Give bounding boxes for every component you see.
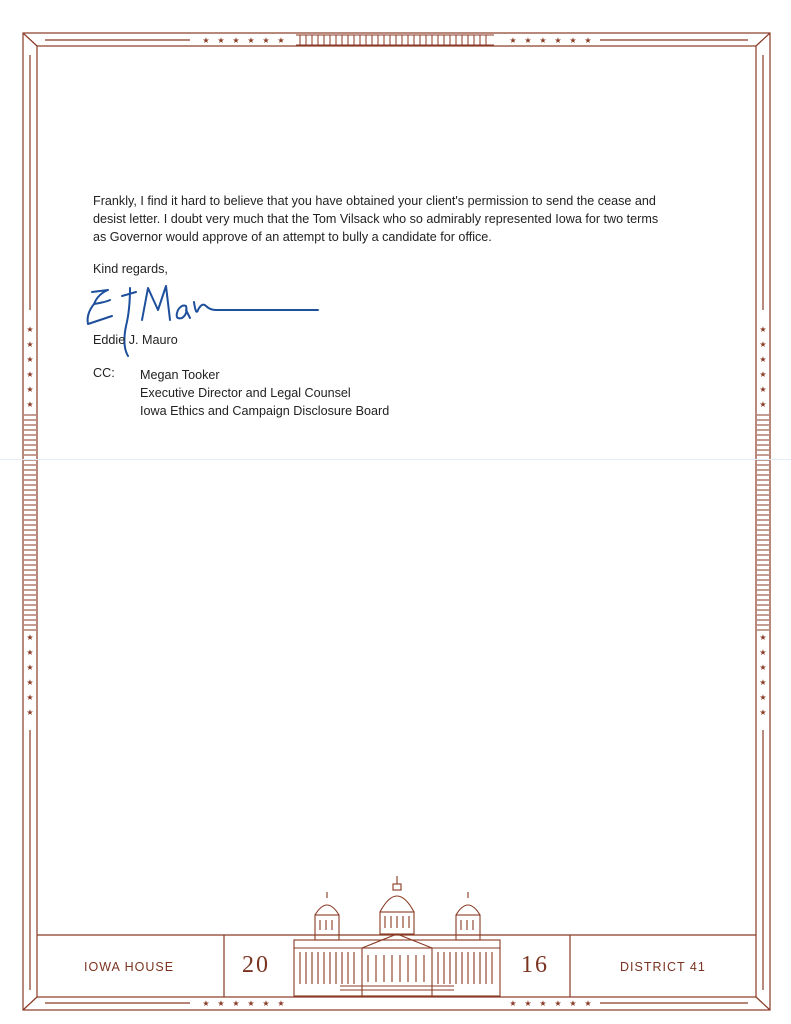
- star-icon: ★: [262, 999, 270, 1008]
- star-icon: ★: [759, 400, 767, 409]
- star-icon: ★: [759, 663, 767, 672]
- star-icon: ★: [26, 325, 34, 334]
- star-icon: ★: [232, 36, 240, 45]
- star-icon: ★: [759, 370, 767, 379]
- body-line-2: desist letter. I doubt very much that the Tom Vilsack who so admirably represented Iowa for two terms: [93, 212, 659, 226]
- star-icon: ★: [26, 648, 34, 657]
- star-icon: ★: [26, 693, 34, 702]
- star-icon: ★: [759, 693, 767, 702]
- star-icon: ★: [759, 633, 767, 642]
- star-icon: ★: [554, 999, 562, 1008]
- cc-line-3: Iowa Ethics and Campaign Disclosure Board: [140, 404, 390, 418]
- cc-line-1: Megan Tooker: [140, 368, 220, 382]
- star-icon: ★: [554, 36, 562, 45]
- scan-artifact-line: [0, 459, 791, 460]
- star-icon: ★: [26, 385, 34, 394]
- letter-body: [93, 192, 703, 246]
- star-icon: ★: [202, 36, 210, 45]
- star-icon: ★: [509, 36, 517, 45]
- star-icon: ★: [202, 999, 210, 1008]
- cc-line-2: Executive Director and Legal Counsel: [140, 386, 351, 400]
- star-icon: ★: [26, 370, 34, 379]
- handwritten-signature: [78, 280, 328, 360]
- signer-name: Eddie J. Mauro: [93, 333, 178, 347]
- star-icon: ★: [26, 633, 34, 642]
- cc-label: CC:: [93, 366, 115, 380]
- star-icon: ★: [759, 325, 767, 334]
- star-icon: ★: [247, 999, 255, 1008]
- star-icon: ★: [262, 36, 270, 45]
- star-icon: ★: [26, 340, 34, 349]
- star-icon: ★: [759, 355, 767, 364]
- body-line-3: as Governor would approve of an attempt to bully a candidate for office.: [93, 230, 492, 244]
- star-icon: ★: [509, 999, 517, 1008]
- star-icon: ★: [26, 400, 34, 409]
- star-icon: ★: [26, 708, 34, 717]
- footer-year-left: 20: [242, 952, 270, 978]
- body-line-1: Frankly, I find it hard to believe that you have obtained your client's permission to send the cease and: [93, 194, 656, 208]
- star-icon: ★: [584, 36, 592, 45]
- star-icon: ★: [524, 36, 532, 45]
- star-icon: ★: [277, 999, 285, 1008]
- star-icon: ★: [759, 340, 767, 349]
- star-icon: ★: [217, 999, 225, 1008]
- star-icon: ★: [584, 999, 592, 1008]
- star-icon: ★: [26, 663, 34, 672]
- star-icon: ★: [217, 36, 225, 45]
- star-icon: ★: [759, 678, 767, 687]
- footer-year-right: 16: [521, 952, 549, 978]
- footer-district: DISTRICT 41: [620, 960, 706, 974]
- star-icon: ★: [759, 708, 767, 717]
- star-icon: ★: [232, 999, 240, 1008]
- star-icon: ★: [277, 36, 285, 45]
- star-icon: ★: [569, 999, 577, 1008]
- star-icon: ★: [247, 36, 255, 45]
- star-icon: ★: [539, 36, 547, 45]
- star-icon: ★: [759, 648, 767, 657]
- star-icon: ★: [539, 999, 547, 1008]
- footer-iowa-house: IOWA HOUSE: [84, 960, 175, 974]
- star-icon: ★: [26, 678, 34, 687]
- star-icon: ★: [26, 355, 34, 364]
- star-icon: ★: [759, 385, 767, 394]
- cc-recipients: [140, 366, 389, 420]
- closing: Kind regards,: [93, 262, 168, 276]
- star-icon: ★: [524, 999, 532, 1008]
- capitol-building-icon: [294, 876, 500, 996]
- star-icon: ★: [569, 36, 577, 45]
